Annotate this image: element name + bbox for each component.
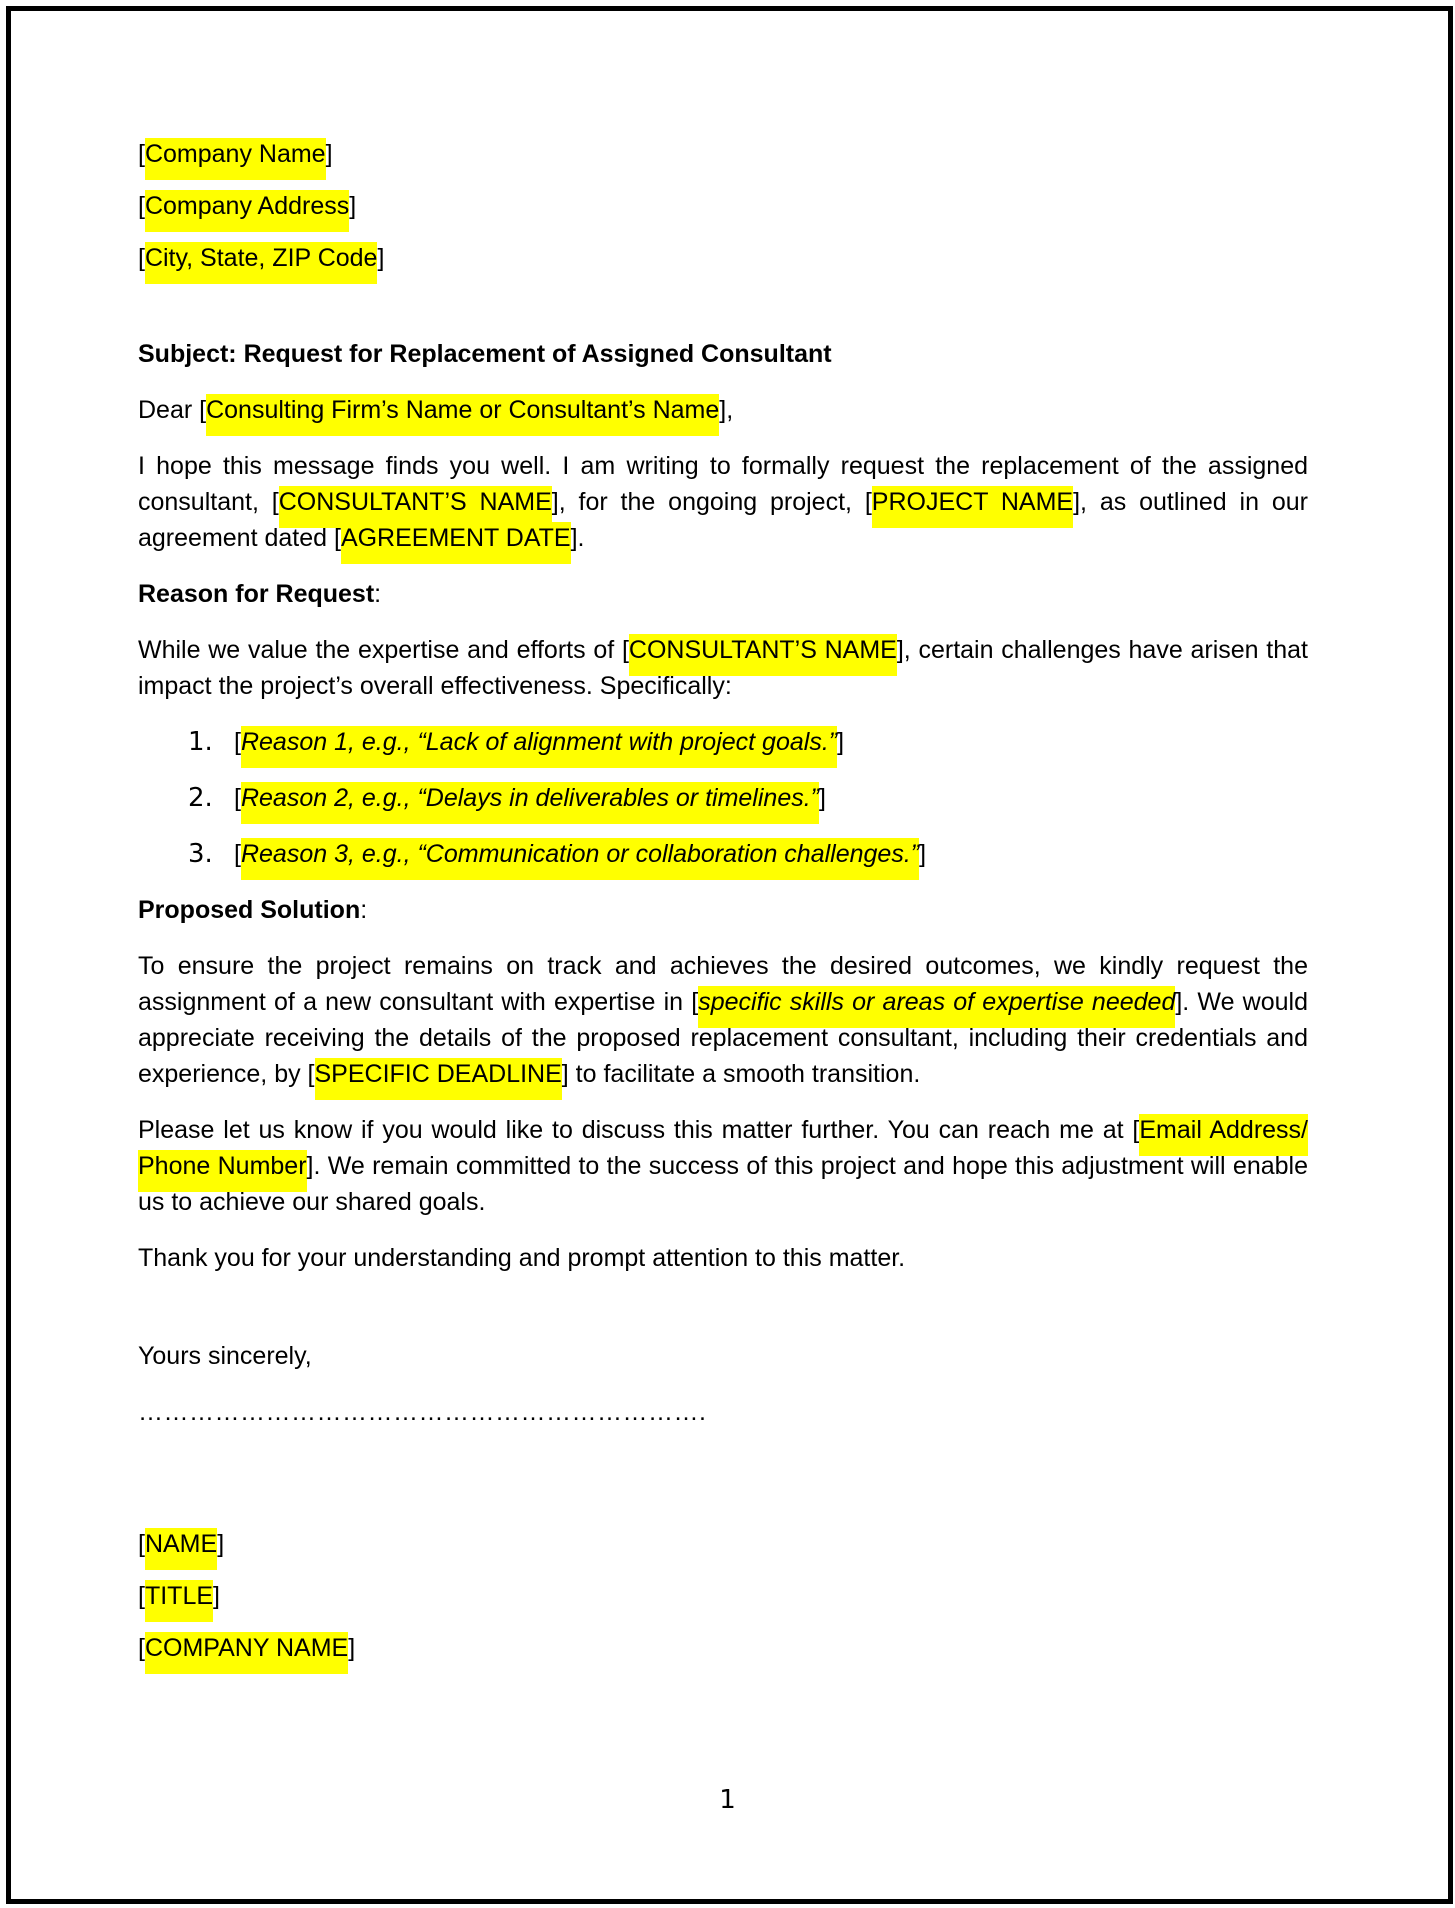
list-number: 2. (188, 783, 213, 813)
signer-company-line: [COMPANY NAME] (138, 1630, 1308, 1666)
signer-title-placeholder: TITLE (145, 1580, 213, 1622)
reason-heading-label: Reason for Request (138, 580, 375, 608)
reasons-list (138, 724, 1308, 872)
intro-text-3: ], as outlined in our agreement dated (138, 488, 1308, 552)
contact-text-2: ]. We remain committed to the success of this project and hope this adjustment will enable us to achieve our shared goals. (138, 1152, 1308, 1216)
reason-3-placeholder: Reason 3, e.g., “Communication or collaboration challenges.” (241, 838, 919, 880)
list-number: 3. (188, 839, 213, 869)
reason-heading (138, 576, 1308, 612)
consultant-name-placeholder: CONSULTANT’S NAME (279, 486, 552, 528)
salutation: Dear [Consulting Firm’s Name or Consultant’s Name], (138, 392, 1308, 428)
subject-line: Subject: Request for Replacement of Assigned Consultant (138, 340, 832, 368)
solution-heading-label: Proposed Solution (138, 896, 361, 924)
company-name-line: [Company Name] (138, 136, 1308, 172)
list-number: 1. (188, 727, 213, 757)
signer-name-line: [NAME] (138, 1526, 1308, 1562)
solution-text-2: ]. We would appreciate receiving the details of the proposed replacement consultant, including their credentials and experience, by (138, 988, 1308, 1088)
reason-2-placeholder: Reason 2, e.g., “Delays in deliverables or timelines.” (241, 782, 819, 824)
agreement-date-placeholder: AGREEMENT DATE (341, 522, 571, 564)
solution-heading-colon: : (360, 896, 368, 924)
list-item: 1. [Reason 1, e.g., “Lack of alignment with project goals.”] (138, 724, 1308, 760)
city-state-zip-line: [City, State, ZIP Code] (138, 240, 1308, 276)
solution-heading (138, 892, 1308, 928)
signer-name-placeholder: NAME (145, 1528, 217, 1570)
reason-1-placeholder: Reason 1, e.g., “Lack of alignment with project goals.” (241, 726, 837, 768)
solution-text-1: To ensure the project remains on track and achieves the desired outcomes, we kindly request the assignment of a new consultant with expertise in (138, 952, 1308, 1016)
solution-paragraph: To ensure the project remains on track and achieves the desired outcomes, we kindly request the assignment of a new consultant with expertise in [specific skills or areas of expertise needed]. We would appreciate receiving the details of the proposed replacement consultant, including their credentials and experience, by [SPECIFIC DEADLINE] to facilitate a smooth transition. (138, 948, 1308, 1092)
skills-placeholder: specific skills or areas of expertise needed (698, 986, 1175, 1028)
deadline-placeholder: SPECIFIC DEADLINE (315, 1058, 562, 1100)
solution-text-3: ] to facilitate a smooth transition. (561, 1060, 921, 1088)
reason-intro-text-2: ], certain challenges have arisen that impact the project’s overall effectiveness. Specifically: (138, 636, 1309, 700)
list-item: 2. [Reason 2, e.g., “Delays in deliverables or timelines.”] (138, 780, 1308, 816)
reason-heading-colon: : (374, 580, 382, 608)
company-address-placeholder: Company Address (145, 190, 349, 232)
list-item: 3. [Reason 3, e.g., “Communication or collaboration challenges.”] (138, 836, 1308, 872)
signer-title-line: [TITLE] (138, 1578, 1308, 1614)
signer-company-placeholder: COMPANY NAME (145, 1632, 348, 1674)
email-phone-placeholder: Email Address/ Phone Number (138, 1114, 1308, 1192)
contact-text-1: Please let us know if you would like to discuss this matter further. You can reach me at (138, 1116, 1133, 1144)
closing-line: Yours sincerely, (138, 1342, 312, 1370)
reason-intro-paragraph: While we value the expertise and efforts of [CONSULTANT’S NAME], certain challenges have arisen that impact the project’s overall effectiveness. Specifically: (138, 636, 1309, 700)
salutation-prefix: Dear (138, 396, 200, 424)
intro-paragraph: I hope this message finds you well. I am writing to formally request the replacement of the assigned consultant, [CONSULTANT’S NAME], for the ongoing project, [PROJECT NAME], as outlined in our agreement dated [AGREEMENT DATE]. (138, 448, 1308, 556)
city-state-zip-placeholder: City, State, ZIP Code (145, 242, 378, 284)
consultant-name-placeholder-2: CONSULTANT’S NAME (629, 634, 897, 676)
intro-text-1: I hope this message finds you well. I am writing to formally request the replacement of the assigned consultant, (138, 452, 1308, 516)
letter-body (138, 136, 1308, 1682)
contact-paragraph: Please let us know if you would like to discuss this matter further. You can reach me at [Email Address/ Phone Number]. We remain committed to the success of this project and hope this adjustment will enable us to achieve our shared goals. (138, 1116, 1308, 1216)
project-name-placeholder: PROJECT NAME (872, 486, 1073, 528)
signature-line: …………………………………………………………. (138, 1398, 707, 1426)
page-number: 1 (719, 1785, 736, 1815)
reason-intro-text-1: While we value the expertise and efforts of (138, 636, 622, 664)
recipient-placeholder: Consulting Firm’s Name or Consultant’s Name (206, 394, 719, 436)
thanks-line: Thank you for your understanding and prompt attention to this matter. (138, 1244, 906, 1272)
intro-text-2: ], for the ongoing project, (551, 488, 865, 516)
company-address-line: [Company Address] (138, 188, 1308, 224)
salutation-suffix: ], (719, 396, 734, 424)
company-name-placeholder: Company Name (145, 138, 326, 180)
intro-text-4: ]. (570, 524, 585, 552)
